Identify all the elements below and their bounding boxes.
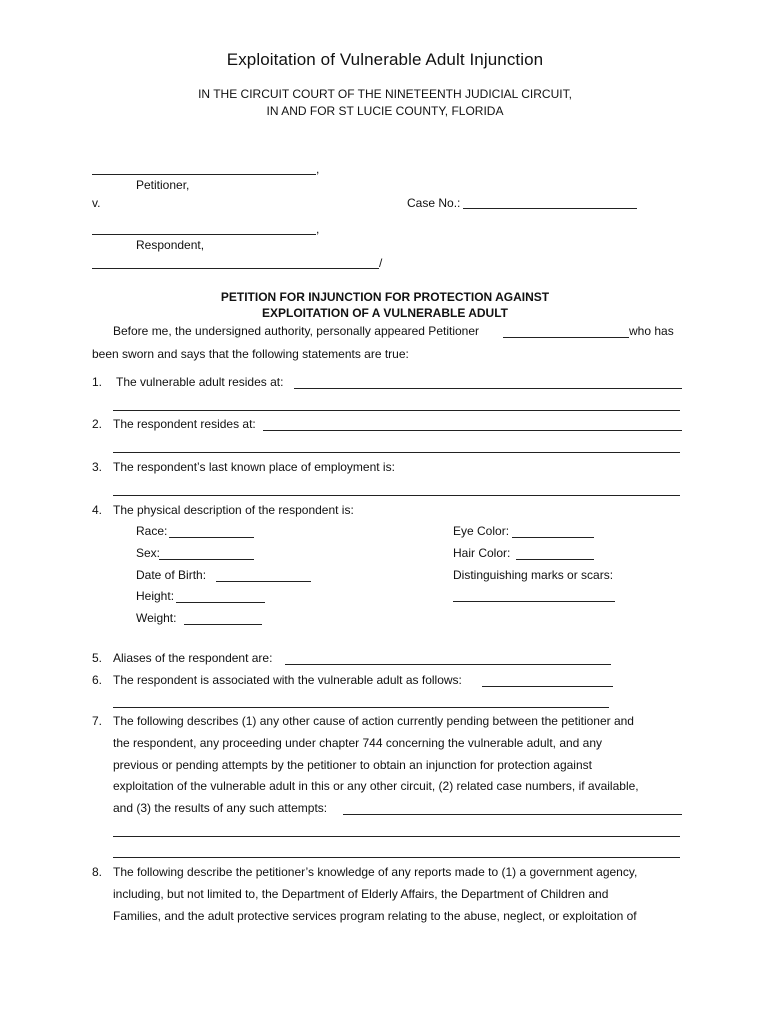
item-5-label: Aliases of the respondent are:	[113, 651, 273, 665]
respondent-address-blank-2[interactable]	[113, 452, 680, 453]
race-blank[interactable]	[169, 537, 254, 538]
case-number-label: Case No.:	[407, 196, 461, 210]
petitioner-name-blank[interactable]	[92, 174, 316, 175]
item-8-line-2: including, but not limited to, the Department of Elderly Affairs, the Department of Children and	[113, 887, 609, 901]
marks-blank[interactable]	[453, 601, 615, 602]
respondent-address-blank-1[interactable]	[263, 430, 682, 431]
item-3-number: 3.	[92, 460, 103, 474]
respondent-name-blank[interactable]	[92, 234, 316, 235]
item-8-number: 8.	[92, 865, 103, 879]
height-label: Height:	[136, 589, 175, 603]
petition-heading-2: EXPLOITATION OF A VULNERABLE ADULT	[262, 306, 508, 320]
item-1-label: The vulnerable adult resides at:	[116, 375, 284, 389]
association-blank-2[interactable]	[113, 707, 609, 708]
height-blank[interactable]	[176, 602, 265, 603]
item-6-number: 6.	[92, 673, 103, 687]
item-8-line-3: Families, and the adult protective services program relating to the abuse, neglect, or exploitation of	[113, 909, 637, 923]
petitioner-appeared-blank[interactable]	[503, 337, 629, 338]
race-label: Race:	[136, 524, 168, 538]
prior-actions-blank-1[interactable]	[343, 814, 682, 815]
prior-actions-blank-3[interactable]	[113, 857, 680, 858]
item-7-line-4: exploitation of the vulnerable adult in this or any other circuit, (2) related case numbers, if available,	[113, 779, 639, 793]
intro-line-2: been sworn and says that the following statements are true:	[92, 347, 409, 361]
court-line-2: IN AND FOR ST LUCIE COUNTY, FLORIDA	[266, 104, 504, 118]
hair-color-label: Hair Color:	[453, 546, 511, 560]
item-7-line-5: and (3) the results of any such attempts:	[113, 801, 328, 815]
item-2-label: The respondent resides at:	[113, 417, 256, 431]
caption-comma-2: ,	[316, 222, 320, 236]
case-number-blank[interactable]	[463, 208, 637, 209]
versus-label: v.	[92, 196, 101, 210]
employment-blank[interactable]	[113, 495, 680, 496]
document-title: Exploitation of Vulnerable Adult Injunction	[226, 50, 544, 69]
marks-label: Distinguishing marks or scars:	[453, 568, 614, 582]
item-2-number: 2.	[92, 417, 103, 431]
hair-color-blank[interactable]	[516, 559, 594, 560]
item-4-label: The physical description of the respondent is:	[113, 503, 354, 517]
sex-label: Sex:	[136, 546, 161, 560]
eye-color-blank[interactable]	[512, 537, 594, 538]
dob-label: Date of Birth:	[136, 568, 207, 582]
adult-address-blank-1[interactable]	[294, 388, 682, 389]
eye-color-label: Eye Color:	[453, 524, 510, 538]
adult-address-blank-2[interactable]	[113, 410, 680, 411]
item-3-label: The respondent’s last known place of employment is:	[113, 460, 395, 474]
item-7-line-1: The following describes (1) any other cause of action currently pending between the petitioner and	[113, 714, 634, 728]
caption-close-line	[92, 268, 379, 269]
intro-line-1-end: who has	[629, 324, 674, 338]
petitioner-label: Petitioner,	[136, 178, 190, 192]
item-7-line-3: previous or pending attempts by the petitioner to obtain an injunction for protection against	[113, 758, 592, 772]
item-7-number: 7.	[92, 714, 103, 728]
dob-blank[interactable]	[216, 581, 311, 582]
prior-actions-blank-2[interactable]	[113, 836, 680, 837]
respondent-label: Respondent,	[136, 238, 205, 252]
item-5-number: 5.	[92, 651, 103, 665]
sex-blank[interactable]	[159, 559, 254, 560]
item-6-label: The respondent is associated with the vulnerable adult as follows:	[113, 673, 462, 687]
court-line-1: IN THE CIRCUIT COURT OF THE NINETEENTH JUDICIAL CIRCUIT,	[198, 87, 572, 101]
caption-comma-1: ,	[316, 162, 320, 176]
aliases-blank[interactable]	[285, 664, 611, 665]
weight-blank[interactable]	[184, 624, 262, 625]
caption-slash: /	[379, 256, 383, 270]
intro-line-1: Before me, the undersigned authority, personally appeared Petitioner	[113, 324, 480, 338]
association-blank-1[interactable]	[482, 686, 613, 687]
weight-label: Weight:	[136, 611, 177, 625]
item-1-number: 1.	[92, 375, 103, 389]
petition-heading-1: PETITION FOR INJUNCTION FOR PROTECTION AGAINST	[220, 290, 550, 304]
item-8-line-1: The following describe the petitioner’s knowledge of any reports made to (1) a government agency,	[113, 865, 638, 879]
item-7-line-2: the respondent, any proceeding under chapter 744 concerning the vulnerable adult, and any	[113, 736, 603, 750]
item-4-number: 4.	[92, 503, 103, 517]
